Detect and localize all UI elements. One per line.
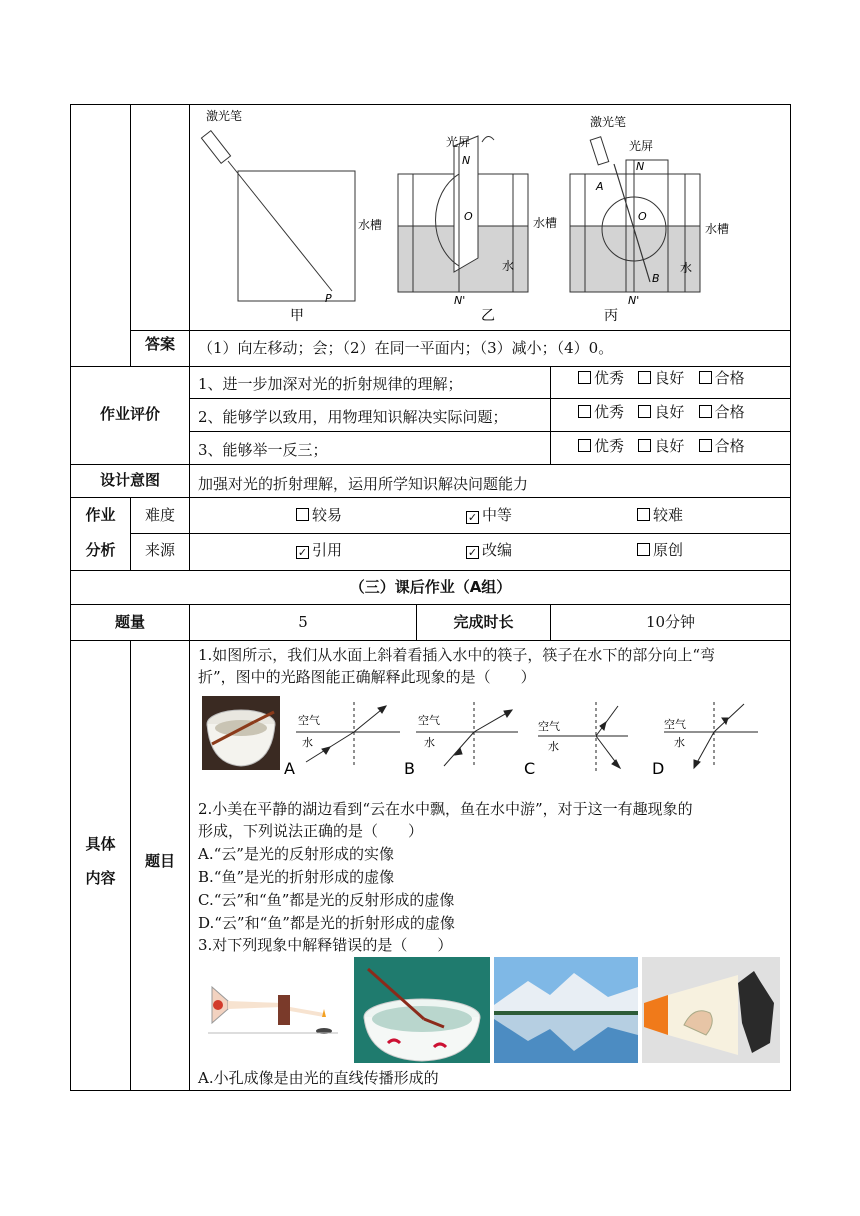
air-label-b: 空气 bbox=[418, 714, 440, 727]
q2-option-d: D.“云”和“鱼”都是光的折射形成的虚像 bbox=[198, 914, 455, 932]
difficulty-hard[interactable]: 较难 bbox=[637, 505, 683, 525]
table-border-bottom bbox=[70, 1090, 791, 1091]
source-original[interactable]: 原创 bbox=[637, 540, 683, 560]
point-n2-yi: N' bbox=[454, 294, 466, 307]
laser-label-bing: 激光笔 bbox=[590, 115, 627, 129]
air-label-c: 空气 bbox=[538, 720, 560, 733]
q1-diagram-b bbox=[416, 702, 518, 768]
checkbox-icon[interactable] bbox=[296, 508, 309, 521]
count-label: 题量 bbox=[114, 613, 145, 631]
evaluation-item-1: 1、进一步加深对光的折射规律的理解； bbox=[198, 375, 463, 393]
grid-line bbox=[550, 366, 551, 464]
bowl-chopstick-photo bbox=[354, 957, 490, 1063]
grid-line bbox=[189, 398, 791, 399]
grid-line bbox=[70, 570, 791, 571]
checkbox-icon[interactable] bbox=[699, 439, 712, 452]
water-label-bing: 水 bbox=[680, 261, 693, 275]
time-value: 10分钟 bbox=[645, 613, 696, 631]
difficulty-easy[interactable]: 较易 bbox=[296, 505, 342, 525]
q2-option-c: C.“云”和“鱼”都是光的反射形成的虚像 bbox=[198, 891, 455, 909]
point-o-yi: O bbox=[464, 210, 473, 223]
grid-line bbox=[70, 464, 791, 465]
tank-label-2: 水槽 bbox=[533, 216, 558, 230]
checkbox-icon[interactable]: ✓ bbox=[467, 546, 478, 559]
water-label-d: 水 bbox=[674, 736, 685, 749]
lake-reflection-photo bbox=[494, 957, 638, 1063]
option-good-2[interactable]: 良好 bbox=[638, 403, 684, 421]
q1-line2: 折”，图中的光路图能正确解释此现象的是（ ） bbox=[198, 668, 536, 686]
q1-line1: 1.如图所示，我们从水面上斜着看插入水中的筷子，筷子在水下的部分向上“弯 bbox=[198, 646, 715, 664]
option-pass-2[interactable]: 合格 bbox=[699, 403, 745, 421]
point-n-bing: N bbox=[636, 160, 645, 173]
design-label: 设计意图 bbox=[99, 471, 160, 489]
analysis-label-1: 作业 bbox=[85, 506, 116, 524]
checkbox-icon[interactable] bbox=[578, 439, 591, 452]
tank-label-3: 水槽 bbox=[705, 222, 730, 236]
time-label: 完成时长 bbox=[453, 613, 514, 631]
grid-line bbox=[70, 640, 791, 641]
air-label-a: 空气 bbox=[298, 714, 320, 727]
q2-line1: 2.小美在平静的湖边看到“云在水中飘，鱼在水中游”，对于这一有趣现象的 bbox=[198, 800, 693, 818]
point-b: B bbox=[652, 272, 660, 285]
figure-bing-label: 丙 bbox=[604, 308, 618, 324]
checkbox-icon[interactable] bbox=[638, 371, 651, 384]
grid-line bbox=[130, 104, 131, 366]
checkbox-icon[interactable]: ✓ bbox=[297, 546, 308, 559]
water-label-b: 水 bbox=[424, 736, 435, 749]
checkbox-icon[interactable]: ✓ bbox=[467, 511, 478, 524]
source-adapted[interactable]: ✓ 改编 bbox=[467, 541, 513, 559]
grid-line bbox=[130, 330, 791, 331]
water-label-yi: 水 bbox=[502, 259, 515, 273]
table-border-top bbox=[70, 104, 791, 105]
design-text: 加强对光的折射理解，运用所学知识解决问题能力 bbox=[198, 475, 529, 493]
point-a: A bbox=[596, 180, 604, 193]
section-title: （三）课后作业（A组） bbox=[349, 578, 512, 596]
q3-line1: 3.对下列现象中解释错误的是（ ） bbox=[198, 936, 453, 954]
hand-shadow-photo bbox=[642, 957, 780, 1063]
grid-line bbox=[70, 604, 791, 605]
figure-yi-label: 乙 bbox=[481, 308, 495, 324]
q1-option-d: D bbox=[652, 759, 665, 778]
grid-line bbox=[189, 104, 190, 571]
point-o-bing: O bbox=[638, 210, 647, 223]
q1-diagram-a bbox=[296, 702, 400, 768]
option-excellent-2[interactable]: 优秀 bbox=[578, 403, 624, 421]
q2-option-b: B.“鱼”是光的折射形成的虚像 bbox=[198, 868, 395, 886]
refraction-experiment-diagrams bbox=[192, 106, 772, 328]
checkbox-icon[interactable] bbox=[638, 405, 651, 418]
laser-label-jia: 激光笔 bbox=[206, 109, 243, 123]
water-label-a: 水 bbox=[302, 736, 313, 749]
q1-option-a: A bbox=[284, 759, 295, 778]
difficulty-label: 难度 bbox=[144, 506, 175, 524]
analysis-label-2: 分析 bbox=[85, 541, 116, 559]
screen-label-yi: 光屏 bbox=[446, 135, 471, 149]
checkbox-icon[interactable] bbox=[578, 405, 591, 418]
evaluation-options-2 bbox=[578, 402, 745, 422]
point-n2-bing: N' bbox=[628, 294, 640, 307]
checkbox-icon[interactable] bbox=[578, 371, 591, 384]
q1-figures bbox=[198, 694, 778, 780]
figure-jia-label: 甲 bbox=[290, 308, 304, 324]
screen-label-bing: 光屏 bbox=[629, 139, 654, 153]
content-label-1: 具体 bbox=[85, 835, 116, 853]
table-border-right bbox=[790, 104, 791, 1091]
question-label: 题目 bbox=[144, 852, 175, 870]
option-pass-1[interactable]: 合格 bbox=[699, 369, 745, 387]
count-value: 5 bbox=[298, 613, 308, 631]
option-good-3[interactable]: 良好 bbox=[638, 437, 684, 455]
source-label: 来源 bbox=[144, 541, 175, 559]
grid-line bbox=[130, 533, 791, 534]
q1-diagram-c bbox=[538, 702, 628, 772]
water-label-c: 水 bbox=[548, 740, 559, 753]
grid-line bbox=[189, 604, 190, 1091]
q1-option-b: B bbox=[404, 759, 415, 778]
q3-option-a: A.小孔成像是由光的直线传播形成的 bbox=[198, 1069, 439, 1087]
checkbox-icon[interactable] bbox=[638, 439, 651, 452]
evaluation-options-3 bbox=[578, 436, 745, 456]
difficulty-medium[interactable]: ✓ 中等 bbox=[467, 506, 513, 524]
checkbox-icon[interactable] bbox=[637, 543, 650, 556]
evaluation-item-3: 3、能够举一反三； bbox=[198, 441, 328, 459]
option-good-1[interactable]: 良好 bbox=[638, 369, 684, 387]
checkbox-icon[interactable] bbox=[637, 508, 650, 521]
content-label-2: 内容 bbox=[85, 869, 116, 887]
answer-label: 答案 bbox=[144, 335, 175, 353]
figure-jia bbox=[201, 131, 355, 301]
option-pass-3[interactable]: 合格 bbox=[699, 437, 745, 455]
chopsticks-photo bbox=[202, 696, 280, 770]
tank-label-1: 水槽 bbox=[358, 218, 383, 232]
q1-diagram-d bbox=[664, 702, 758, 768]
point-n-yi: N bbox=[462, 154, 471, 167]
option-excellent-3[interactable]: 优秀 bbox=[578, 437, 624, 455]
source-cited[interactable]: ✓ 引用 bbox=[297, 541, 343, 559]
answer-text: （1）向左移动；会；（2）在同一平面内；（3）减小；（4）0。 bbox=[198, 339, 614, 357]
table-border-left bbox=[70, 104, 71, 1091]
grid-line bbox=[70, 366, 791, 367]
q1-option-c: C bbox=[524, 759, 536, 778]
evaluation-item-2: 2、能够学以致用，用物理知识解决实际问题； bbox=[198, 408, 508, 426]
q2-option-a: A.“云”是光的反射形成的实像 bbox=[198, 845, 394, 863]
grid-line bbox=[70, 497, 791, 498]
air-label-d: 空气 bbox=[664, 718, 686, 731]
evaluation-label: 作业评价 bbox=[99, 405, 160, 423]
point-p: P bbox=[325, 292, 332, 305]
evaluation-options-1 bbox=[578, 368, 745, 388]
grid-line bbox=[189, 431, 791, 432]
checkbox-icon[interactable] bbox=[699, 371, 712, 384]
checkbox-icon[interactable] bbox=[699, 405, 712, 418]
q3-figures bbox=[198, 955, 784, 1067]
option-excellent-1[interactable]: 优秀 bbox=[578, 369, 624, 387]
pinhole-camera-photo bbox=[198, 973, 344, 1053]
q2-line2: 形成，下列说法正确的是（ ） bbox=[198, 822, 424, 840]
